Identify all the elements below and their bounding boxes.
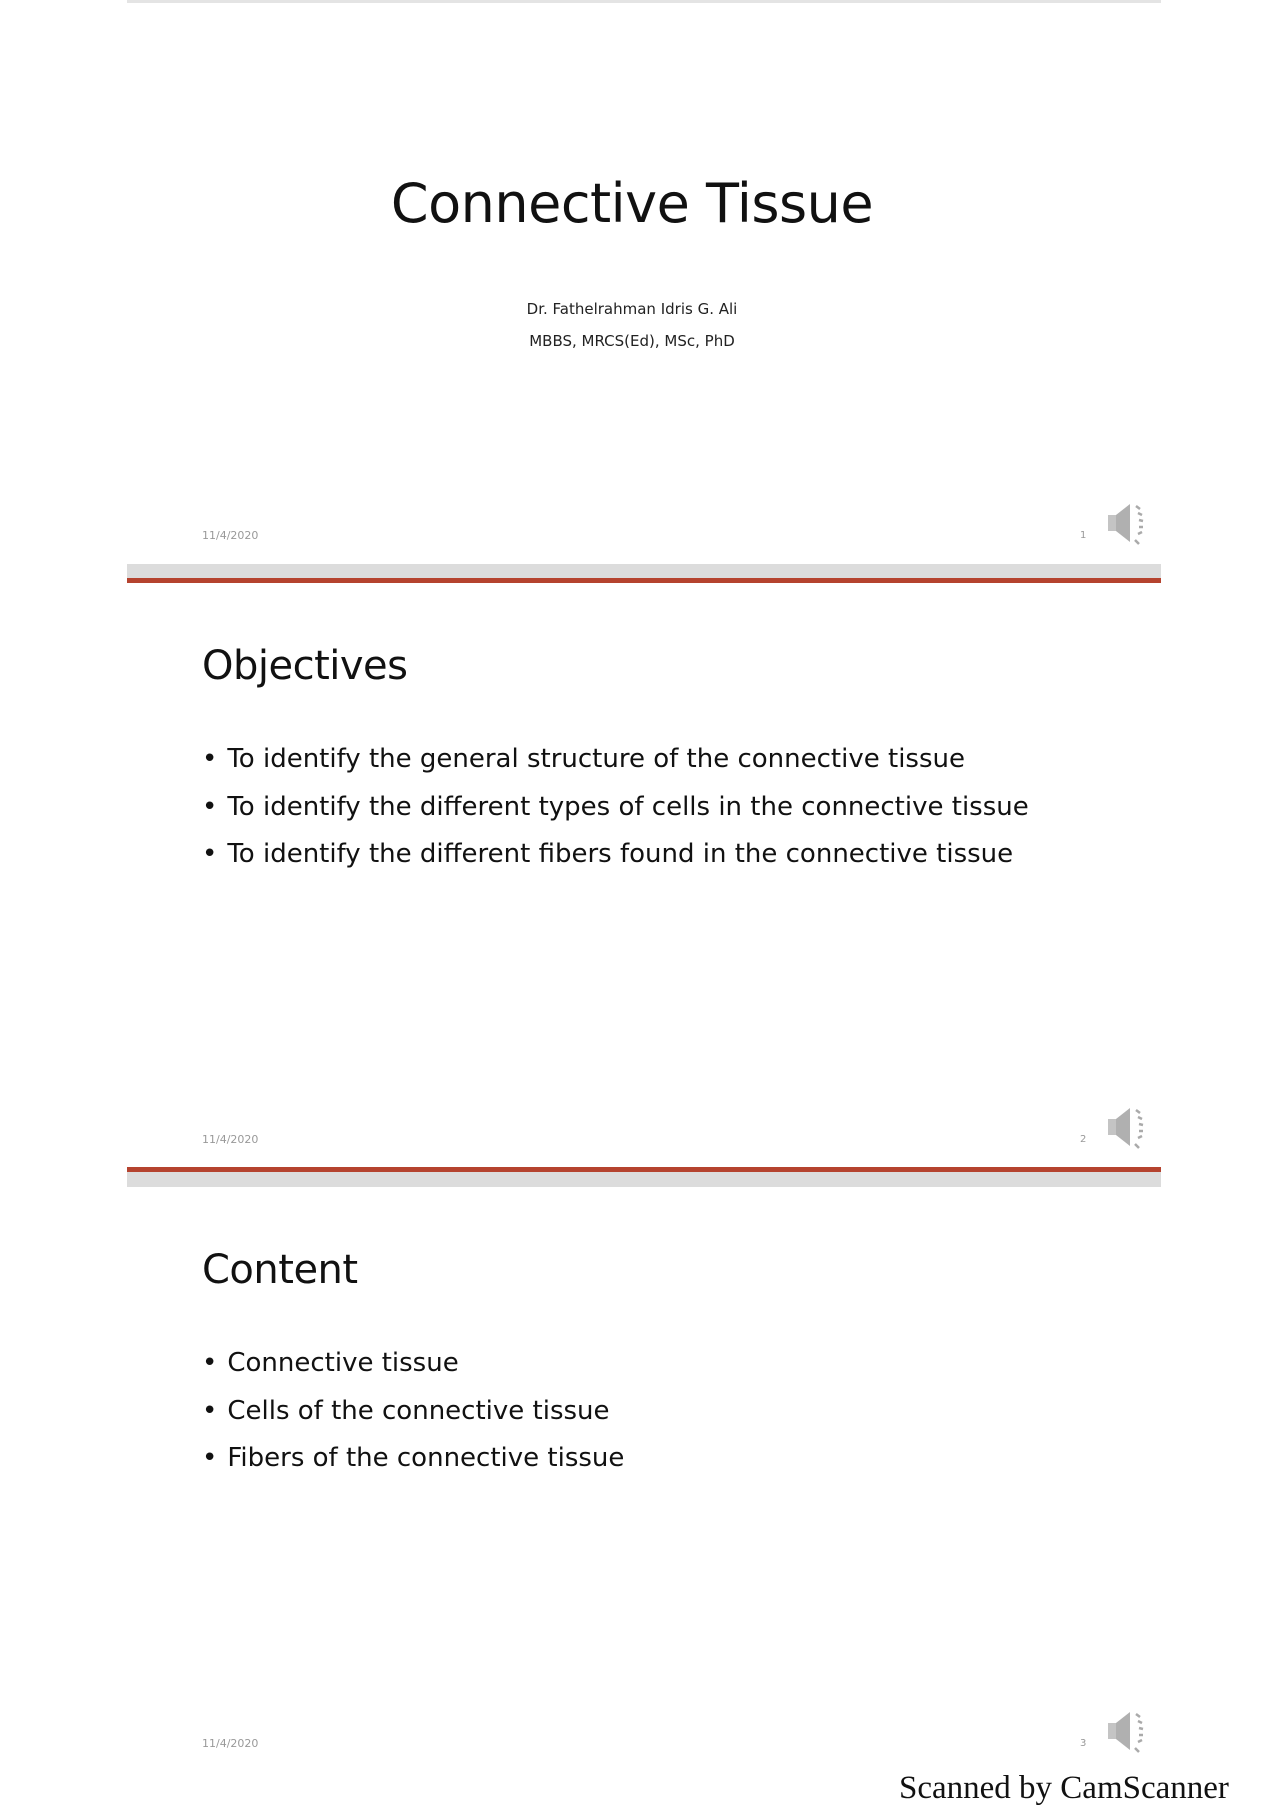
camscanner-watermark: Scanned by CamScanner [899,1770,1229,1806]
slide-number: 3 [1080,1738,1087,1749]
slide-date: 11/4/2020 [202,529,259,542]
author-name: Dr. Fathelrahman Idris G. Ali [526,300,738,318]
slide-date: 11/4/2020 [202,1737,259,1750]
list-item: • Connective tissue [202,1348,459,1378]
slide-number: 1 [1080,530,1087,541]
slide-title: Connective Tissue [390,172,874,235]
list-item: • To identify the general structure of the connective tissue [202,744,965,774]
author-credentials: MBBS, MRCS(Ed), MSc, PhD [529,332,735,350]
slide-heading: Content [202,1247,358,1293]
slide-divider-gray [127,564,1161,578]
list-item: • To identify the different fibers found in the connective tissue [202,839,1014,869]
slide-date: 11/4/2020 [202,1133,259,1146]
slide-number: 2 [1080,1134,1087,1145]
list-item: • Fibers of the connective tissue [202,1443,625,1473]
top-border [127,0,1161,3]
speaker-icon[interactable] [1100,1706,1152,1756]
speaker-icon[interactable] [1100,1102,1152,1152]
list-item: • Cells of the connective tissue [202,1396,610,1426]
list-item: • To identify the different types of cells in the connective tissue [202,792,1029,822]
slide-divider-red [127,578,1161,583]
slide-divider-gray [127,1172,1161,1187]
speaker-icon[interactable] [1100,498,1152,548]
slide-heading: Objectives [202,643,408,689]
